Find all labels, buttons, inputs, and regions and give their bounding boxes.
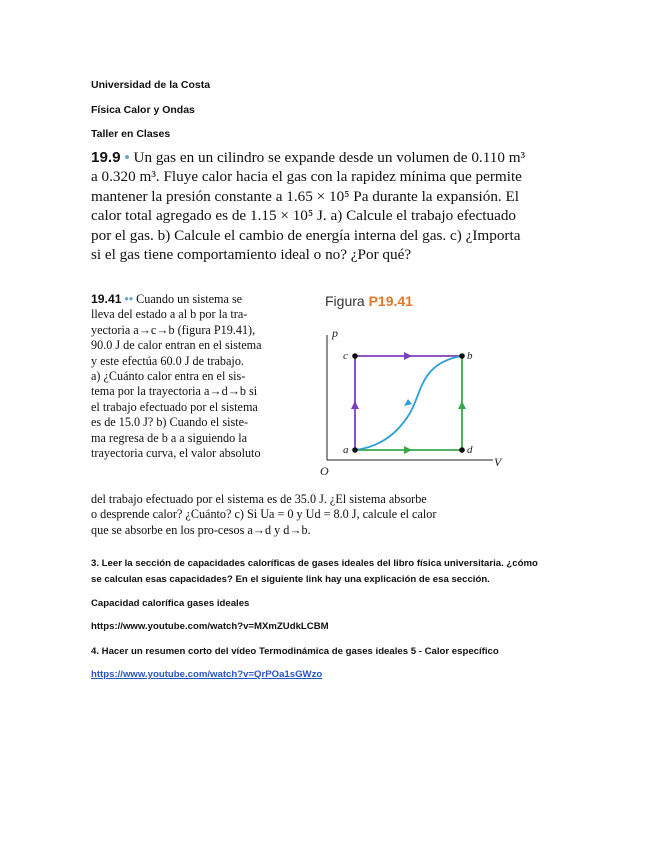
activity-heading: Taller en Clases xyxy=(91,128,171,140)
item-4-text: 4. Hacer un resumen corto del vídeo Termodinámica de gases ideales 5 - Calor específico xyxy=(91,646,499,657)
item-3-text-line2: se calculan esas capacidades? En el siguiente link hay una explicación de esa sección. xyxy=(91,574,490,585)
arrow-a-d xyxy=(404,446,412,454)
arrow-d-b xyxy=(458,401,466,409)
problem-19-41-line: tema por la trayectoria a→d→b si xyxy=(91,384,258,399)
arrow-a-c xyxy=(351,401,359,409)
problem-19-9-line: mantener la presión constante a 1.65 × 10⁵ Pa durante la expansión. El xyxy=(91,187,520,205)
problem-19-41-line: o desprende calor? ¿Cuánto? c) Si Ua = 0 y Ud = 8.0 J, calcule el calor xyxy=(91,507,437,522)
problem-19-41-line xyxy=(91,292,306,307)
problem-19-9-line: si el gas tiene comportamiento ideal o no? ¿Por qué? xyxy=(91,246,412,264)
problem-19-41-line: yectoria a→c→b (figura P19.41), xyxy=(91,322,256,337)
arrow-b-a xyxy=(404,399,412,406)
problem-text: Un gas en un cilindro se expande desde un volumen de 0.110 m³ xyxy=(133,149,526,166)
problem-19-41-line: lleva del estado a al b por la tra- xyxy=(91,307,248,322)
point-b xyxy=(459,353,465,359)
figure-title-id: P19.41 xyxy=(368,293,413,309)
problem-19-41-line: 90.0 J de calor entran en el sistema xyxy=(91,338,262,353)
problem-19-9-line: a 0.320 m³. Fluye calor hacia el gas con la rapidez mínima que permite xyxy=(91,168,522,186)
p-axis-label: p xyxy=(332,326,338,340)
problem-19-41 xyxy=(91,292,306,461)
v-axis-label: V xyxy=(494,455,502,469)
item-3-url[interactable]: https://www.youtube.com/watch?v=MXmZUdkLCBM xyxy=(91,621,329,632)
university-heading: Universidad de la Costa xyxy=(91,79,211,91)
label-d: d xyxy=(467,444,473,456)
problem-19-41-line: trayectoria curva, el valor absoluto xyxy=(91,446,261,461)
problem-19-9 xyxy=(91,148,559,264)
problem-19-9-line: calor total agregado es de 1.15 × 10⁵ J. a) Calcule el trabajo efectuado xyxy=(91,207,517,225)
problem-19-41-line: el trabajo efectuado por el sistema xyxy=(91,399,258,414)
label-c: c xyxy=(343,350,348,362)
problem-text: Cuando un sistema se xyxy=(136,292,243,306)
label-b: b xyxy=(467,350,473,362)
problem-19-41-line: y este efectúa 60.0 J de trabajo. xyxy=(91,353,244,368)
figure-title-prefix: Figura xyxy=(325,293,365,309)
problem-19-9-line xyxy=(91,148,559,167)
problem-19-41-line: es de 15.0 J? b) Cuando el siste- xyxy=(91,415,249,430)
label-a: a xyxy=(343,444,349,456)
problem-19-41-continuation xyxy=(91,492,521,538)
item-4-link[interactable]: https://www.youtube.com/watch?v=QrPOa1sGWzo xyxy=(91,669,323,680)
problem-number: 19.9 xyxy=(91,149,121,166)
pv-diagram xyxy=(310,315,510,480)
problem-19-9-line: por el gas. b) Calcule el cambio de energía interna del gas. c) ¿Importa xyxy=(91,226,521,244)
item-3-text-line1: 3. Leer la sección de capacidades caloríficas de gases ideales del libro física universitaria. ¿cómo xyxy=(91,558,538,569)
point-a xyxy=(352,447,358,453)
problem-number: 19.41 xyxy=(91,292,122,306)
problem-19-41-line: ma regresa de b a a siguiendo la xyxy=(91,430,248,445)
problem-19-41-line: del trabajo efectuado por el sistema es de 35.0 J. ¿El sistema absorbe xyxy=(91,492,427,506)
arrow-c-b xyxy=(404,352,412,360)
point-c xyxy=(352,353,358,359)
origin-label: O xyxy=(320,464,329,478)
point-d xyxy=(459,447,465,453)
course-heading: Física Calor y Ondas xyxy=(91,104,195,116)
difficulty-bullet: •• xyxy=(124,292,134,306)
figure-title xyxy=(325,293,413,309)
item-3-subheading: Capacidad calorífica gases ideales xyxy=(91,598,250,609)
difficulty-bullet: • xyxy=(124,149,130,166)
problem-19-41-line: que se absorbe en los pro-cesos a→d y d→b. xyxy=(91,522,311,537)
problem-19-41-line: a) ¿Cuánto calor entra en el sis- xyxy=(91,369,246,384)
